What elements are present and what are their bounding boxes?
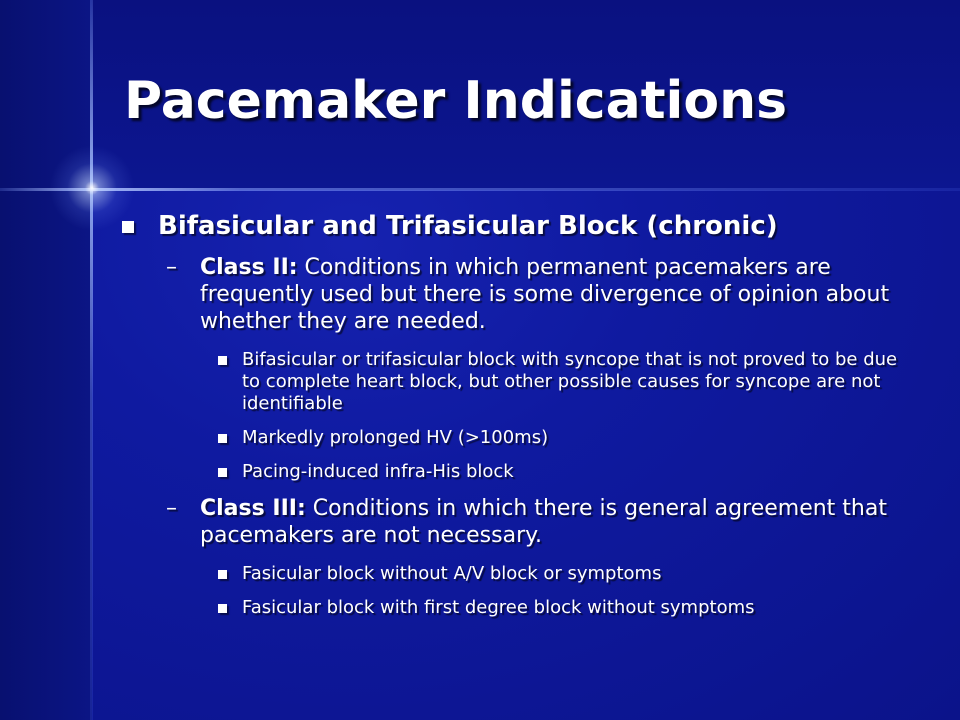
class-ii-subitem-2 bbox=[218, 427, 912, 449]
class-ii-subitem-text: Pacing-induced infra-His block bbox=[242, 461, 514, 482]
class-ii-subitem-3 bbox=[218, 461, 912, 483]
class-iii-text: Conditions in which there is general agreement that pacemakers are not necessary. bbox=[200, 496, 887, 548]
class-ii-subitem-text: Bifasicular or trifasicular block with syncope that is not proved to be due to complete heart block, but other possible causes for syncope are not identifiable bbox=[242, 349, 898, 414]
slide-title: Pacemaker Indications bbox=[124, 71, 788, 131]
class-ii-subitem-text: Markedly prolonged HV (>100ms) bbox=[242, 427, 549, 448]
background-left-panel bbox=[0, 0, 92, 720]
class-iii-subitem-text: Fasicular block without A/V block or symptoms bbox=[242, 563, 662, 584]
square-bullet-icon bbox=[122, 221, 134, 233]
main-bullet bbox=[122, 210, 912, 242]
class-ii-item bbox=[166, 254, 912, 335]
square-bullet-icon bbox=[218, 356, 227, 365]
class-ii-subitem-1 bbox=[218, 349, 912, 415]
class-ii-text: Conditions in which permanent pacemakers are frequently used but there is some divergence of opinion about whether they are needed. bbox=[200, 255, 890, 334]
class-iii-subitem-1 bbox=[218, 563, 912, 585]
square-bullet-icon bbox=[218, 468, 227, 477]
square-bullet-icon bbox=[218, 570, 227, 579]
class-iii-label: Class III: bbox=[200, 496, 306, 521]
class-iii-item bbox=[166, 495, 912, 549]
vertical-glow-line bbox=[90, 0, 93, 720]
dash-bullet-icon: – bbox=[166, 255, 177, 280]
horizontal-glow-line bbox=[0, 188, 960, 191]
main-bullet-text: Bifasicular and Trifasicular Block (chronic) bbox=[158, 211, 778, 241]
square-bullet-icon bbox=[218, 604, 227, 613]
square-bullet-icon bbox=[218, 434, 227, 443]
class-iii-subitem-text: Fasicular block with first degree block without symptoms bbox=[242, 597, 755, 618]
class-ii-label: Class II: bbox=[200, 255, 298, 280]
dash-bullet-icon: – bbox=[166, 496, 177, 521]
class-iii-subitem-2 bbox=[218, 597, 912, 619]
slide-content bbox=[122, 210, 912, 631]
